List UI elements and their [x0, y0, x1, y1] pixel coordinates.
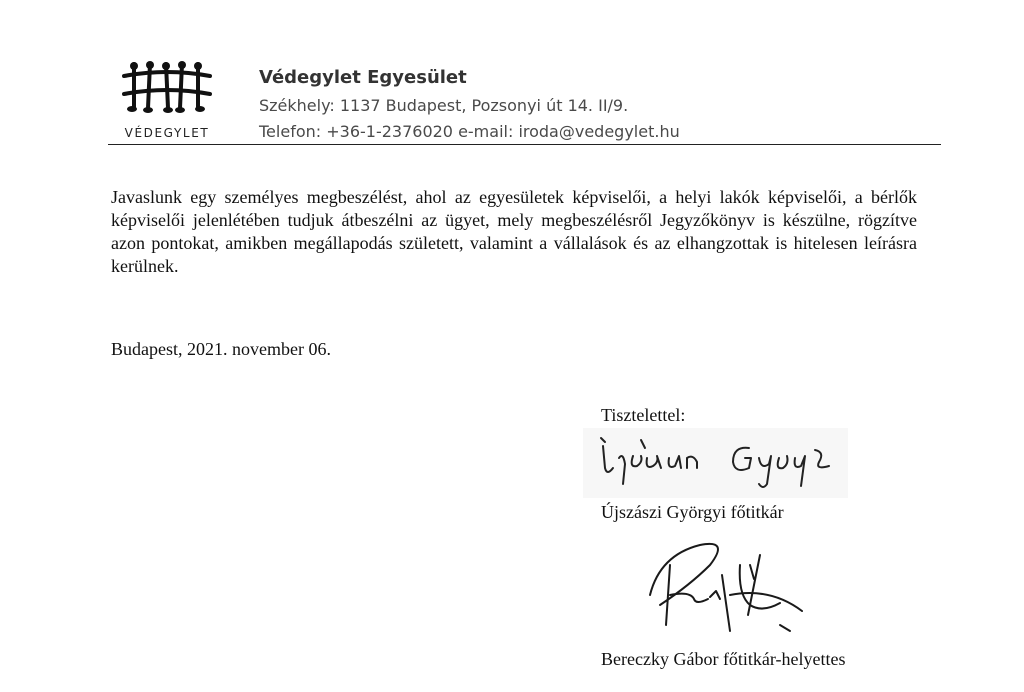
organization-name: Védegylet Egyesület — [259, 67, 467, 88]
signature-ujszaszi — [583, 428, 848, 498]
letter-date: Budapest, 2021. november 06. — [111, 339, 331, 359]
vedegylet-logo — [108, 60, 226, 144]
signer-bereczky-name: Bereczky Gábor főtitkár-helyettes — [601, 649, 846, 669]
closing-salutation: Tisztelettel: — [601, 405, 686, 425]
organization-address: Székhely: 1137 Budapest, Pozsonyi út 14. II/9. — [259, 96, 629, 115]
signer-ujszaszi-name: Újszászi Györgyi főtitkár — [601, 502, 784, 522]
header-divider — [108, 144, 941, 145]
signature-bereczky — [630, 535, 830, 645]
logo-wordmark: VÉDEGYLET — [124, 126, 210, 140]
organization-contact: Telefon: +36-1-2376020 e-mail: iroda@vedegylet.hu — [259, 122, 680, 141]
logo-emblem-icon — [122, 60, 212, 118]
letter-paragraph: Javaslunk egy személyes megbeszélést, ahol az egyesületek képviselői, a helyi lakók képviselői, a bérlők képviselői jelenlétében tudjuk átbeszélni az ügyet, mely megbeszélésről Jegyzőkönyv is készülne, rögzítve azon pontokat, amikben megállapodás született, valamint a vállalások és az elhangzottak is hitelesen leírásra kerülnek. — [111, 187, 917, 276]
